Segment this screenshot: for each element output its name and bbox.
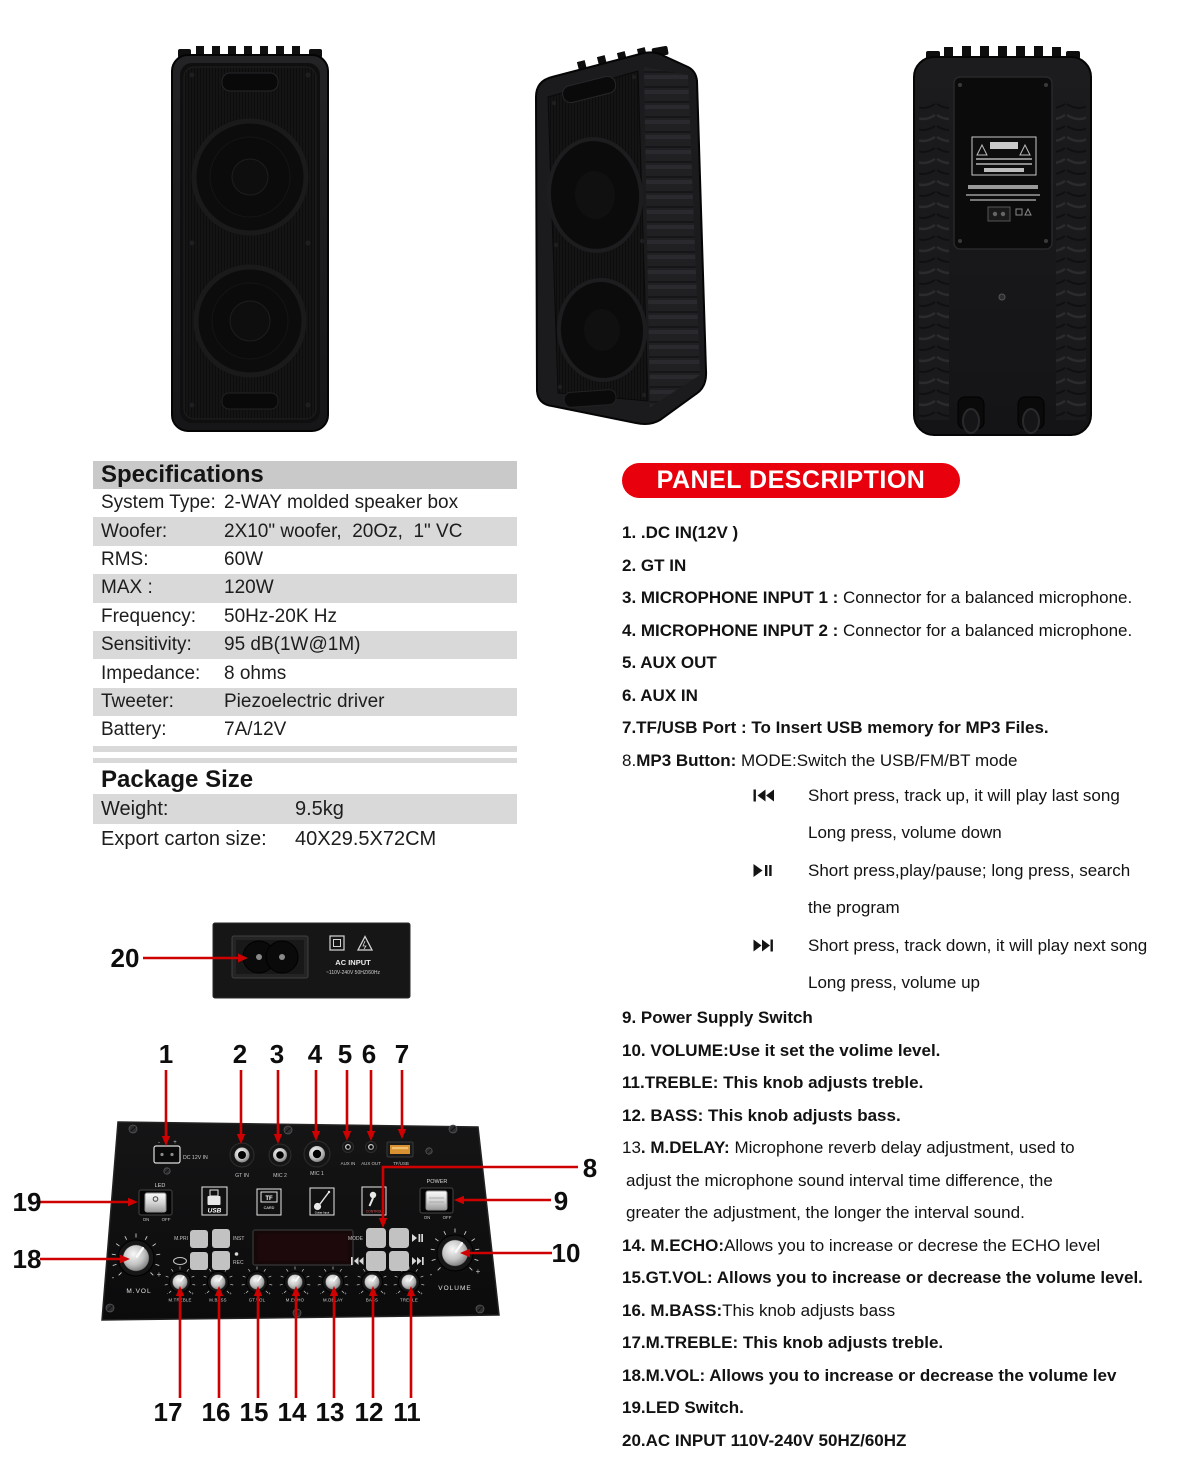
spec-value: 8 ohms	[224, 662, 287, 684]
knob-plus: +	[268, 1291, 271, 1296]
callout-11: 11	[393, 1397, 421, 1427]
description-bold-text: 14. M.ECHO:	[622, 1235, 725, 1255]
panel-description-heading	[622, 463, 960, 498]
knob-label: M.DELAY	[323, 1297, 343, 1303]
callout-20: 20	[110, 943, 140, 973]
usb-port	[387, 1142, 413, 1157]
description-line	[622, 712, 1188, 745]
description-bold-text: 6. AUX IN	[622, 685, 698, 705]
description-line	[622, 815, 1188, 853]
knob-minus: -	[204, 1291, 207, 1296]
description-line	[622, 1230, 1188, 1263]
media-instruction-line	[622, 852, 1188, 890]
prev-track-button	[366, 1251, 386, 1271]
description-bold-text: MP3 Button:	[636, 750, 737, 770]
wheel-right	[1018, 397, 1044, 433]
description-bold-text: 16. M.BASS:	[622, 1300, 723, 1320]
description-line	[622, 1132, 1188, 1165]
description-line	[622, 1425, 1188, 1458]
inst-button	[212, 1229, 230, 1248]
svg-text:+: +	[475, 1267, 481, 1276]
description-bold-text: 5. AUX OUT	[622, 653, 717, 673]
knob-label: TREBLE	[400, 1297, 418, 1303]
description-line	[622, 1392, 1188, 1425]
description-bold-text: 19.LED Switch.	[622, 1398, 744, 1418]
mic1-label: MIC 1	[310, 1171, 324, 1177]
table-row	[93, 546, 517, 574]
screw	[449, 1125, 457, 1133]
spec-label: Sensitivity:	[101, 634, 192, 656]
description-line	[622, 1067, 1188, 1100]
knob-plus: +	[383, 1291, 386, 1296]
tf-usb-label: TF/USB	[393, 1161, 409, 1166]
knob-minus: -	[281, 1291, 284, 1296]
svg-text:OFF: OFF	[442, 1215, 452, 1220]
callout-12: 12	[354, 1397, 384, 1427]
screw	[426, 1148, 432, 1154]
power-switch	[420, 1188, 453, 1213]
mode-button	[366, 1228, 386, 1248]
description-text: Connector for a balanced microphone.	[843, 620, 1133, 640]
led-label: LED	[154, 1183, 166, 1189]
table-row	[93, 688, 517, 716]
m-pri-button	[190, 1230, 208, 1248]
callout-10: 10	[551, 1238, 581, 1268]
description-bold-text: 18.M.VOL: Allows you to increase or decrease the volume lev	[622, 1365, 1117, 1385]
table-row	[93, 824, 517, 854]
description-text: Short press,play/pause; long press, search	[808, 860, 1131, 880]
knob-plus: +	[306, 1291, 309, 1296]
callout-3: 3	[269, 1039, 285, 1069]
knob-label: GT.VOL	[248, 1297, 266, 1303]
spec-value: 50Hz-20K Hz	[224, 605, 337, 627]
description-bold-text: 4. MICROPHONE INPUT 2 :	[622, 620, 844, 640]
callout-16: 16	[201, 1397, 231, 1427]
description-line	[622, 1360, 1188, 1393]
package-label: Weight:	[101, 797, 169, 820]
package-label: Export carton size:	[101, 827, 267, 850]
table-row	[93, 574, 517, 602]
play-pause-button	[389, 1228, 409, 1248]
callout-18: 18	[12, 1244, 42, 1274]
lcd-display	[253, 1230, 353, 1265]
knob-label: M.BASS	[209, 1297, 227, 1303]
mic2-label: MIC 2	[273, 1173, 287, 1179]
description-text: Connector for a balanced microphone.	[843, 588, 1133, 608]
table-bottom-strip	[93, 746, 517, 752]
bottom-handle	[222, 393, 278, 409]
ac-input-voltage: ~110V-240V 50HZ/60Hz	[326, 970, 380, 976]
inst-label: INST	[233, 1236, 245, 1242]
description-line	[622, 517, 1188, 550]
spec-label: Impedance:	[101, 662, 201, 684]
callout-9: 9	[553, 1186, 569, 1216]
table-row	[93, 603, 517, 631]
description-bold-text: 11.TREBLE: This knob adjusts treble.	[622, 1073, 924, 1093]
callout-7: 7	[394, 1039, 410, 1069]
screw	[476, 1305, 484, 1313]
speaker-back-photo	[910, 45, 1095, 440]
volume-label: VOLUME	[438, 1285, 472, 1292]
media-instruction-line	[622, 927, 1188, 965]
svg-text:-: -	[158, 1140, 160, 1146]
table-row	[93, 631, 517, 659]
dc-in-connector	[154, 1146, 180, 1163]
package-value: 40X29.5X72CM	[295, 827, 437, 850]
description-line	[622, 1327, 1188, 1360]
led-switch	[139, 1190, 172, 1215]
description-bold-text: . M.DELAY:	[640, 1138, 730, 1158]
description-bold-text: 2. GT IN	[622, 555, 687, 575]
spec-value: 120W	[224, 577, 274, 599]
description-line	[622, 1295, 1188, 1328]
ac-input-figure	[90, 905, 430, 1015]
description-text: Long press, volume down	[808, 823, 1002, 843]
aux-out-jack	[366, 1142, 377, 1153]
spec-label: Battery:	[101, 719, 167, 741]
description-bold-text: 17.M.TREBLE: This knob adjusts treble.	[622, 1333, 944, 1353]
dc-in-label: DC 12V IN	[183, 1155, 208, 1161]
description-line	[622, 1197, 1188, 1230]
spec-label: Tweeter:	[101, 690, 174, 712]
knob-minus: -	[166, 1291, 169, 1296]
spec-label: MAX :	[101, 577, 153, 599]
knob-label: BASS	[365, 1297, 379, 1303]
power-label: POWER	[426, 1179, 448, 1185]
description-bold-text: 20.AC INPUT 110V-240V 50HZ/60HZ	[622, 1430, 907, 1450]
description-line	[622, 890, 1188, 928]
table-row	[93, 489, 517, 517]
rec-button	[212, 1251, 230, 1270]
callout-14: 14	[277, 1397, 307, 1427]
description-line	[622, 1002, 1188, 1035]
knob-plus: +	[344, 1291, 347, 1296]
description-line	[622, 680, 1188, 713]
description-bold-text: 15.GT.VOL: Allows you to increase or decrease the volume level.	[622, 1268, 1143, 1288]
aux-in-label: AUX IN	[340, 1161, 356, 1166]
aux-in-jack	[343, 1142, 354, 1153]
svg-text:-: -	[429, 1270, 433, 1279]
callout-6: 6	[361, 1039, 377, 1069]
svg-text:+: +	[156, 1270, 162, 1279]
description-bold-text: 3. MICROPHONE INPUT 1 :	[622, 588, 844, 608]
m-vol-label: M.VOL	[126, 1288, 152, 1295]
svg-text:+: +	[173, 1140, 177, 1146]
top-handle	[222, 73, 278, 91]
ac-input-title: AC INPUT	[335, 958, 371, 967]
left-ridges	[919, 100, 949, 420]
speaker-front-photo	[170, 45, 330, 435]
media-instruction-line	[622, 777, 1188, 815]
spec-value: 60W	[224, 548, 264, 570]
svg-text:-: -	[111, 1273, 115, 1282]
card-icon-text: CARD	[263, 1206, 275, 1210]
tf-icon-text: TF	[265, 1196, 273, 1202]
package-value: 9.5kg	[295, 797, 344, 820]
spec-value: 2X10" woofer, 20Oz, 1" VC	[224, 520, 463, 542]
description-text: the program	[808, 898, 900, 918]
knob-label: M.ECHO	[285, 1297, 305, 1303]
mic2-jack	[269, 1144, 291, 1166]
figure8-socket	[243, 941, 298, 973]
callout-4: 4	[307, 1039, 323, 1069]
knob-label: M.TREBLE	[168, 1297, 192, 1303]
spec-value: Piezoelectric driver	[224, 690, 385, 712]
description-text: Long press, volume up	[808, 973, 980, 993]
right-ridges	[1056, 100, 1086, 420]
spec-label: Frequency:	[101, 605, 197, 627]
next-track-button	[389, 1251, 409, 1271]
aux-out-label: AUX OUT	[361, 1161, 381, 1166]
knob-minus: -	[395, 1291, 398, 1296]
description-line	[622, 550, 1188, 583]
knob-plus: +	[191, 1291, 194, 1296]
description-bold-text: 1. .DC IN(12V )	[622, 523, 739, 543]
knob-minus: -	[243, 1291, 246, 1296]
callout-1: 1	[158, 1039, 174, 1069]
prev-track-icon	[753, 789, 775, 802]
package-size-table	[93, 758, 517, 854]
knob-plus: +	[420, 1291, 423, 1296]
table-top-strip	[93, 758, 517, 763]
callout-13: 13	[315, 1397, 345, 1427]
description-line	[622, 647, 1188, 680]
control-icon-text: CONTROL	[365, 1209, 383, 1214]
control-panel-figure	[0, 1030, 620, 1445]
spec-value: 95 dB(1W@1M)	[224, 634, 361, 656]
table-row	[93, 517, 517, 545]
usb-icon-text: USB	[207, 1207, 222, 1215]
table-row	[93, 794, 517, 824]
screw	[284, 1126, 292, 1134]
screw	[106, 1304, 114, 1312]
caution-label	[972, 137, 1036, 175]
spec-label: System Type:	[101, 492, 216, 514]
callout-2: 2	[232, 1039, 248, 1069]
description-bold-text: 9. Power Supply Switch	[622, 1008, 813, 1028]
woofer-bottom	[196, 267, 304, 375]
panel-description-list	[622, 517, 1188, 1457]
screw	[164, 1168, 170, 1174]
callout-19: 19	[12, 1187, 42, 1217]
spec-value: 7A/12V	[224, 719, 287, 741]
m-pri-label: M.PRI	[174, 1236, 188, 1242]
description-text: This knob adjusts bass	[722, 1300, 896, 1320]
mode-label: MODE	[348, 1236, 363, 1242]
description-text: MODE:Switch the USB/FM/BT mode	[736, 750, 1018, 770]
knob-minus: -	[358, 1291, 361, 1296]
rec-label: REC	[233, 1260, 244, 1266]
wheel-left	[958, 397, 984, 433]
spec-label: Woofer:	[101, 520, 168, 542]
knob-plus: +	[229, 1291, 232, 1296]
table-row	[93, 716, 517, 744]
svg-text:ON: ON	[142, 1217, 150, 1222]
description-line	[622, 1262, 1188, 1295]
spec-label: RMS:	[101, 548, 149, 570]
description-line	[622, 582, 1188, 615]
description-line	[622, 965, 1188, 1003]
description-text: adjust the microphone sound interval time difference, the	[626, 1170, 1053, 1190]
speaker-side-photo	[520, 45, 710, 430]
spec-value: 2-WAY molded speaker box	[224, 492, 459, 514]
description-text: Allows you to increase or decrese the ECHO level	[724, 1235, 1101, 1255]
description-line	[622, 1165, 1188, 1198]
description-line	[622, 1035, 1188, 1068]
callout-17: 17	[153, 1397, 183, 1427]
table-row	[93, 659, 517, 687]
knob-minus: -	[319, 1291, 322, 1296]
description-text: Short press, track up, it will play last song	[808, 785, 1120, 805]
description-line	[622, 615, 1188, 648]
guitar-icon-text: Guitar Input	[314, 1210, 330, 1215]
description-text: 13	[622, 1138, 641, 1158]
mic1-jack	[304, 1141, 330, 1167]
description-text: Microphone reverb delay adjustment, used to	[729, 1138, 1075, 1158]
svg-text:ON: ON	[423, 1215, 431, 1220]
svg-text:OFF: OFF	[161, 1217, 171, 1222]
description-text: 8.	[622, 750, 637, 770]
callout-8: 8	[582, 1153, 598, 1183]
woofer-top	[194, 121, 306, 233]
screw	[129, 1125, 137, 1133]
callout-15: 15	[239, 1397, 269, 1427]
description-text: Short press, track down, it will play next song	[808, 935, 1148, 955]
description-line	[622, 745, 1188, 778]
specifications-table	[93, 461, 517, 752]
description-bold-text: 7.TF/USB Port : To Insert USB memory for MP3 Files.	[622, 718, 1049, 738]
play-pause-icon	[753, 864, 775, 877]
mic-dot-icon	[235, 1252, 239, 1256]
gt-in-label: GT IN	[235, 1173, 249, 1179]
description-text: greater the adjustment, the longer the interval sound.	[626, 1203, 1025, 1223]
description-line	[622, 1100, 1188, 1133]
pair-button	[190, 1252, 208, 1270]
panel-description-title: PANEL DESCRIPTION	[656, 466, 926, 494]
bottom-handle	[564, 389, 617, 408]
package-size-title: Package Size	[101, 766, 254, 793]
specifications-title: Specifications	[93, 461, 517, 489]
gt-in-jack	[230, 1143, 254, 1167]
description-bold-text: 12. BASS: This knob adjusts bass.	[622, 1105, 901, 1125]
next-track-icon	[753, 939, 775, 952]
callout-5: 5	[337, 1039, 353, 1069]
description-bold-text: 10. VOLUME:Use it set the volime level.	[622, 1040, 941, 1060]
